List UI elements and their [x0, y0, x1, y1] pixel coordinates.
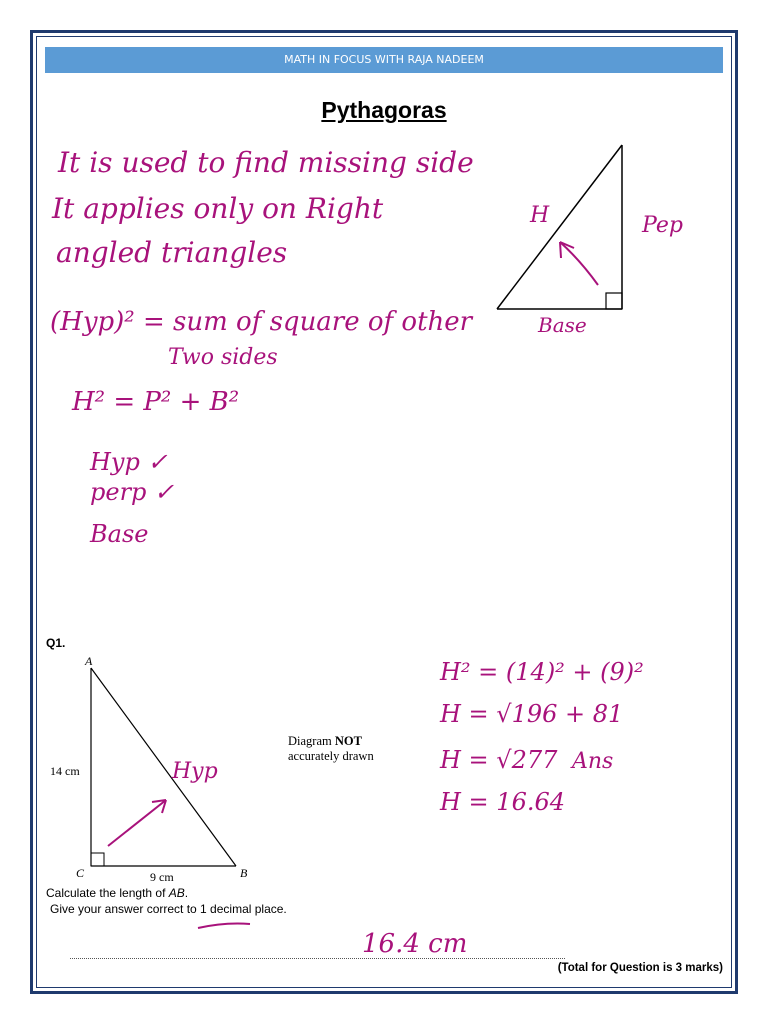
working-ans-label: Ans — [572, 749, 614, 774]
side-ac-label: 14 cm — [50, 764, 80, 778]
hyp-arrow-icon — [108, 800, 166, 846]
vertex-c-label: C — [76, 866, 85, 880]
triangle-label-perp: Pep — [642, 213, 683, 238]
answer-line — [70, 958, 565, 959]
note-line-1: It is used to find missing side — [58, 146, 474, 179]
reference-triangle — [497, 145, 622, 309]
list-item-base: Base — [90, 520, 149, 548]
page-title: Pythagoras — [321, 97, 447, 123]
working-step-1: H² = (14)² + (9)² — [440, 658, 644, 686]
underline-mark — [198, 924, 250, 929]
question-hyp-label: Hyp — [172, 759, 218, 784]
note-line-2: It applies only on Right — [52, 192, 384, 225]
header-banner: MATH IN FOCUS WITH RAJA NADEEM — [45, 47, 723, 73]
question-prompt: Calculate the length of AB. — [46, 886, 189, 900]
working-step-2: H = √196 + 81 — [440, 700, 624, 728]
working-step-3: H = √277 — [440, 746, 558, 774]
final-answer: 16.4 cm — [362, 929, 468, 959]
vertex-a-label: A — [85, 654, 93, 668]
question-number: Q1. — [46, 636, 66, 650]
triangle-label-base: Base — [538, 313, 587, 337]
list-item-hyp: Hyp ✓ — [90, 448, 168, 476]
arrow-icon — [560, 242, 598, 285]
side-cb-label: 9 cm — [150, 870, 174, 884]
triangle-label-h: H — [530, 203, 550, 228]
note-line-3: angled triangles — [56, 236, 288, 269]
question-instruction: Give your answer correct to 1 decimal place. — [50, 902, 287, 916]
working-step-4: H = 16.64 — [440, 788, 566, 816]
note-line-5: Two sides — [168, 345, 278, 370]
diagram-note: Diagram NOT accurately drawn — [288, 734, 374, 763]
list-item-perp: perp ✓ — [90, 478, 175, 506]
formula: H² = P² + B² — [72, 387, 240, 417]
total-marks: (Total for Question is 3 marks) — [557, 962, 723, 974]
note-line-4: (Hyp)² = sum of square of other — [50, 307, 473, 337]
vertex-b-label: B — [240, 866, 248, 880]
